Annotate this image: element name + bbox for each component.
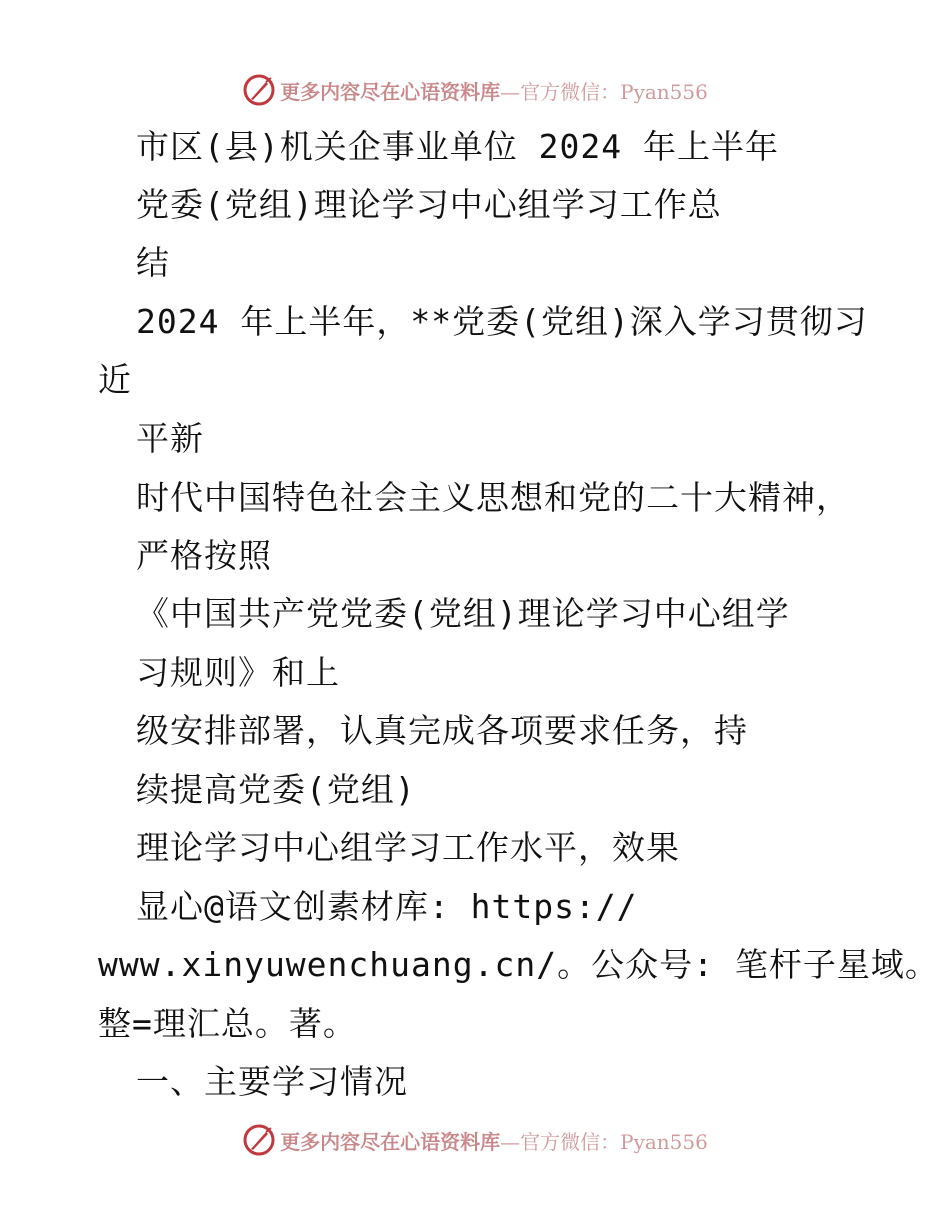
paragraph-line: 近: [98, 360, 132, 399]
paragraph-line: 《中国共产党党委(党组)理论学习中心组学: [136, 594, 790, 633]
paragraph-line: 整=理汇总。著。: [98, 1004, 357, 1043]
paragraph-line: 严格按照: [136, 536, 272, 575]
section-heading: 一、主要学习情况: [136, 1062, 408, 1101]
paragraph-line: 2024 年上半年，**党委(党组)深入学习贯彻习: [136, 302, 868, 341]
paragraph-line: 显心@语文创素材库: https://: [136, 887, 638, 926]
title-line-3: 结: [136, 243, 170, 282]
banner-text: 更多内容尽在心语资料库—官方微信：Pyan556: [280, 1129, 708, 1154]
paragraph-line: 平新: [136, 419, 204, 458]
quill-pen-logo-icon: [242, 73, 276, 107]
header-watermark-banner: [0, 70, 950, 110]
paragraph-line: 续提高党委(党组): [136, 770, 416, 809]
paragraph-line: 级安排部署，认真完成各项要求任务，持: [136, 711, 748, 750]
title-line-2: 党委(党组)理论学习中心组学习工作总: [136, 185, 722, 224]
paragraph-line: 理论学习中心组学习工作水平，效果: [136, 828, 680, 867]
title-line-1: 市区(县)机关企事业单位 2024 年上半年: [136, 127, 779, 166]
quill-pen-logo-icon: [242, 1123, 276, 1157]
banner-text: 更多内容尽在心语资料库—官方微信：Pyan556: [280, 79, 708, 104]
paragraph-line: 时代中国特色社会主义思想和党的二十大精神，: [136, 478, 850, 517]
footer-watermark-banner: [0, 1120, 950, 1160]
paragraph-line: www.xinyuwenchuang.cn/。公众号: 笔杆子星域。: [98, 945, 939, 984]
paragraph-line: 习规则》和上: [136, 653, 340, 692]
